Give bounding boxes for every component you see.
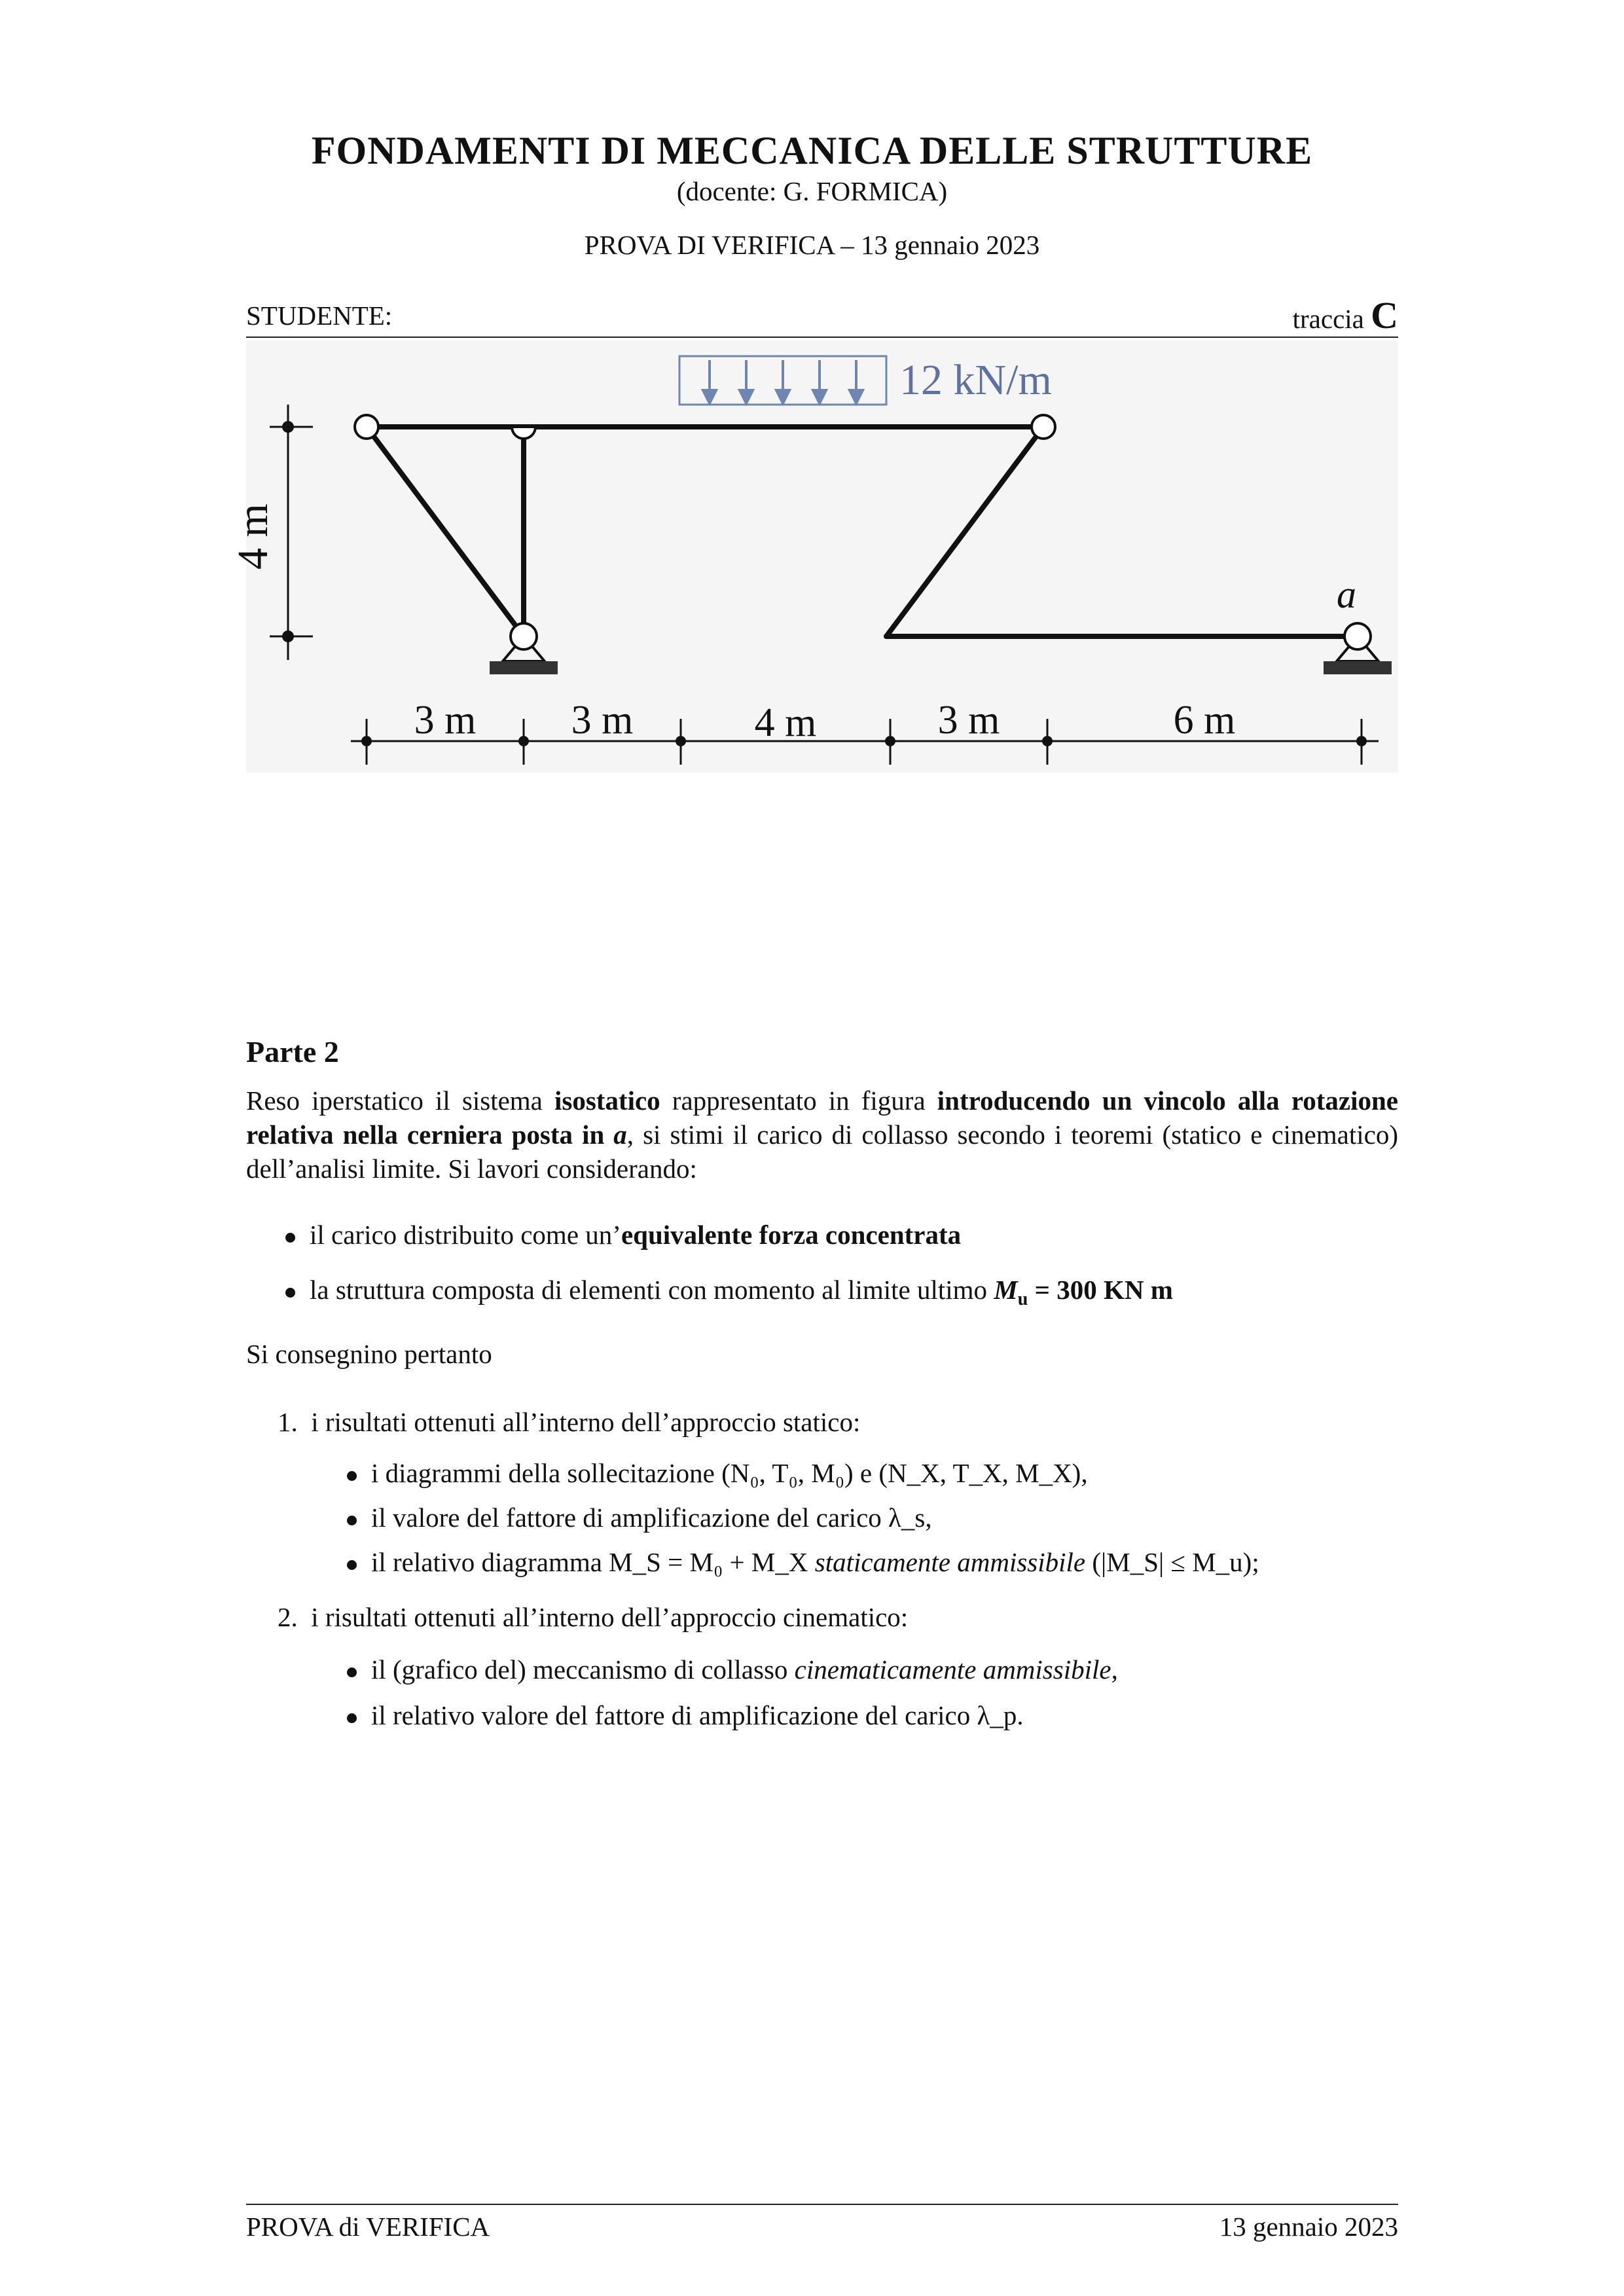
section-title: Parte 2 — [246, 1035, 339, 1068]
list-item-1 — [278, 1406, 860, 1438]
footer-left: PROVA di VERIFICA — [246, 2212, 490, 2242]
bullet-item-2 — [285, 1274, 1173, 1310]
intro-text-1: Reso iperstatico il sistema — [246, 1085, 554, 1116]
distributed-load — [679, 356, 886, 405]
sub-item-1a — [347, 1457, 1088, 1489]
sub-item-2b — [347, 1700, 1024, 1731]
mu-subscript: u — [1017, 1289, 1028, 1310]
span-label-2: 3 m — [571, 698, 634, 742]
sub-item-2a-end: , — [1111, 1654, 1118, 1685]
docente-line: (docente: G. FORMICA) — [676, 176, 948, 206]
sub-item-2a-text: il (grafico del) meccanismo di collasso — [371, 1654, 795, 1685]
intro-bold-a: a — [613, 1120, 627, 1150]
bullet-dot — [285, 1233, 295, 1243]
sub-item-1c — [347, 1546, 1259, 1578]
footer-rule — [246, 2204, 1398, 2205]
exam-line: PROVA DI VERIFICA – 13 gennaio 2023 — [584, 230, 1040, 260]
bullet-dot — [347, 1713, 357, 1723]
intro-bold-2: introducendo un vincolo alla rotazione relativa nella cerniera posta in — [246, 1085, 1398, 1150]
sub-item-2a-italic: cinematicamente ammissibile — [794, 1654, 1111, 1685]
student-label: STUDENTE: — [246, 301, 393, 331]
sub-item-1b-text: il valore del fattore di amplificazione del carico λ_s, — [371, 1503, 932, 1533]
sub-item-1b — [347, 1502, 932, 1533]
list-item-2 — [278, 1601, 908, 1633]
item-1-number: 1. — [278, 1407, 298, 1437]
intro-text-2: rappresentato in figura — [660, 1085, 937, 1116]
intro-paragraph — [246, 1084, 1398, 1186]
intro-text-3: , si stimi il carico di collasso secondo i teoremi (statico e cinematico) dell’analisi limite. Si lavori considerando: — [246, 1120, 1398, 1184]
traccia-letter: C — [1371, 294, 1398, 337]
intro-bold-1: isostatico — [554, 1085, 660, 1116]
structure-figure — [229, 340, 1398, 773]
bullet-dot — [285, 1288, 295, 1298]
sub-item-1c-text: il relativo diagramma M_S = M₀ + M_X — [371, 1547, 815, 1577]
bullet-dot — [347, 1560, 357, 1570]
traccia-label — [1293, 293, 1398, 337]
document-title: FONDAMENTI DI MECCANICA DELLE STRUTTURE — [311, 129, 1313, 172]
sub-item-1a-text: i diagrammi della sollecitazione (N₀, T₀, M₀) e (N_X, T_X, M_X), — [371, 1458, 1088, 1488]
header-rule — [246, 337, 1398, 338]
bullet-item-1 — [285, 1219, 961, 1250]
item-1-text: i risultati ottenuti all’interno dell’approccio statico: — [311, 1407, 861, 1437]
sub-item-1c-italic: staticamente ammissibile — [814, 1547, 1086, 1577]
footer-right: 13 gennaio 2023 — [1219, 2212, 1398, 2242]
span-label-5: 6 m — [1173, 698, 1236, 742]
mu-value: = 300 KN m — [1028, 1275, 1173, 1305]
span-label-3: 4 m — [754, 701, 817, 745]
item-2-number: 2. — [278, 1602, 298, 1632]
sub-item-2a — [347, 1654, 1118, 1685]
sub-item-1c-end: (|M_S| ≤ M_u); — [1085, 1547, 1259, 1577]
hinge-label-a: a — [1337, 573, 1356, 616]
bullet-dot — [347, 1667, 357, 1677]
traccia-text: traccia — [1292, 304, 1364, 334]
sub-item-2b-text: il relativo valore del fattore di amplificazione del carico λ_p. — [371, 1700, 1024, 1730]
span-label-4: 3 m — [937, 698, 1000, 742]
consegna-line: Si consegnino pertanto — [246, 1339, 492, 1369]
bullet-dot — [347, 1471, 357, 1481]
bullet-dot — [347, 1516, 357, 1525]
bullet-2-text: la struttura composta di elementi con momento al limite ultimo — [310, 1275, 994, 1305]
height-label: 4 m — [229, 503, 277, 570]
mu-symbol: M — [994, 1275, 1018, 1305]
bullet-1-bold: equivalente forza concentrata — [621, 1220, 962, 1250]
item-2-text: i risultati ottenuti all’interno dell’approccio cinematico: — [311, 1602, 909, 1632]
load-label: 12 kN/m — [899, 356, 1052, 404]
span-label-1: 3 m — [414, 698, 477, 742]
bullet-1-text: il carico distribuito come un’ — [310, 1220, 621, 1250]
